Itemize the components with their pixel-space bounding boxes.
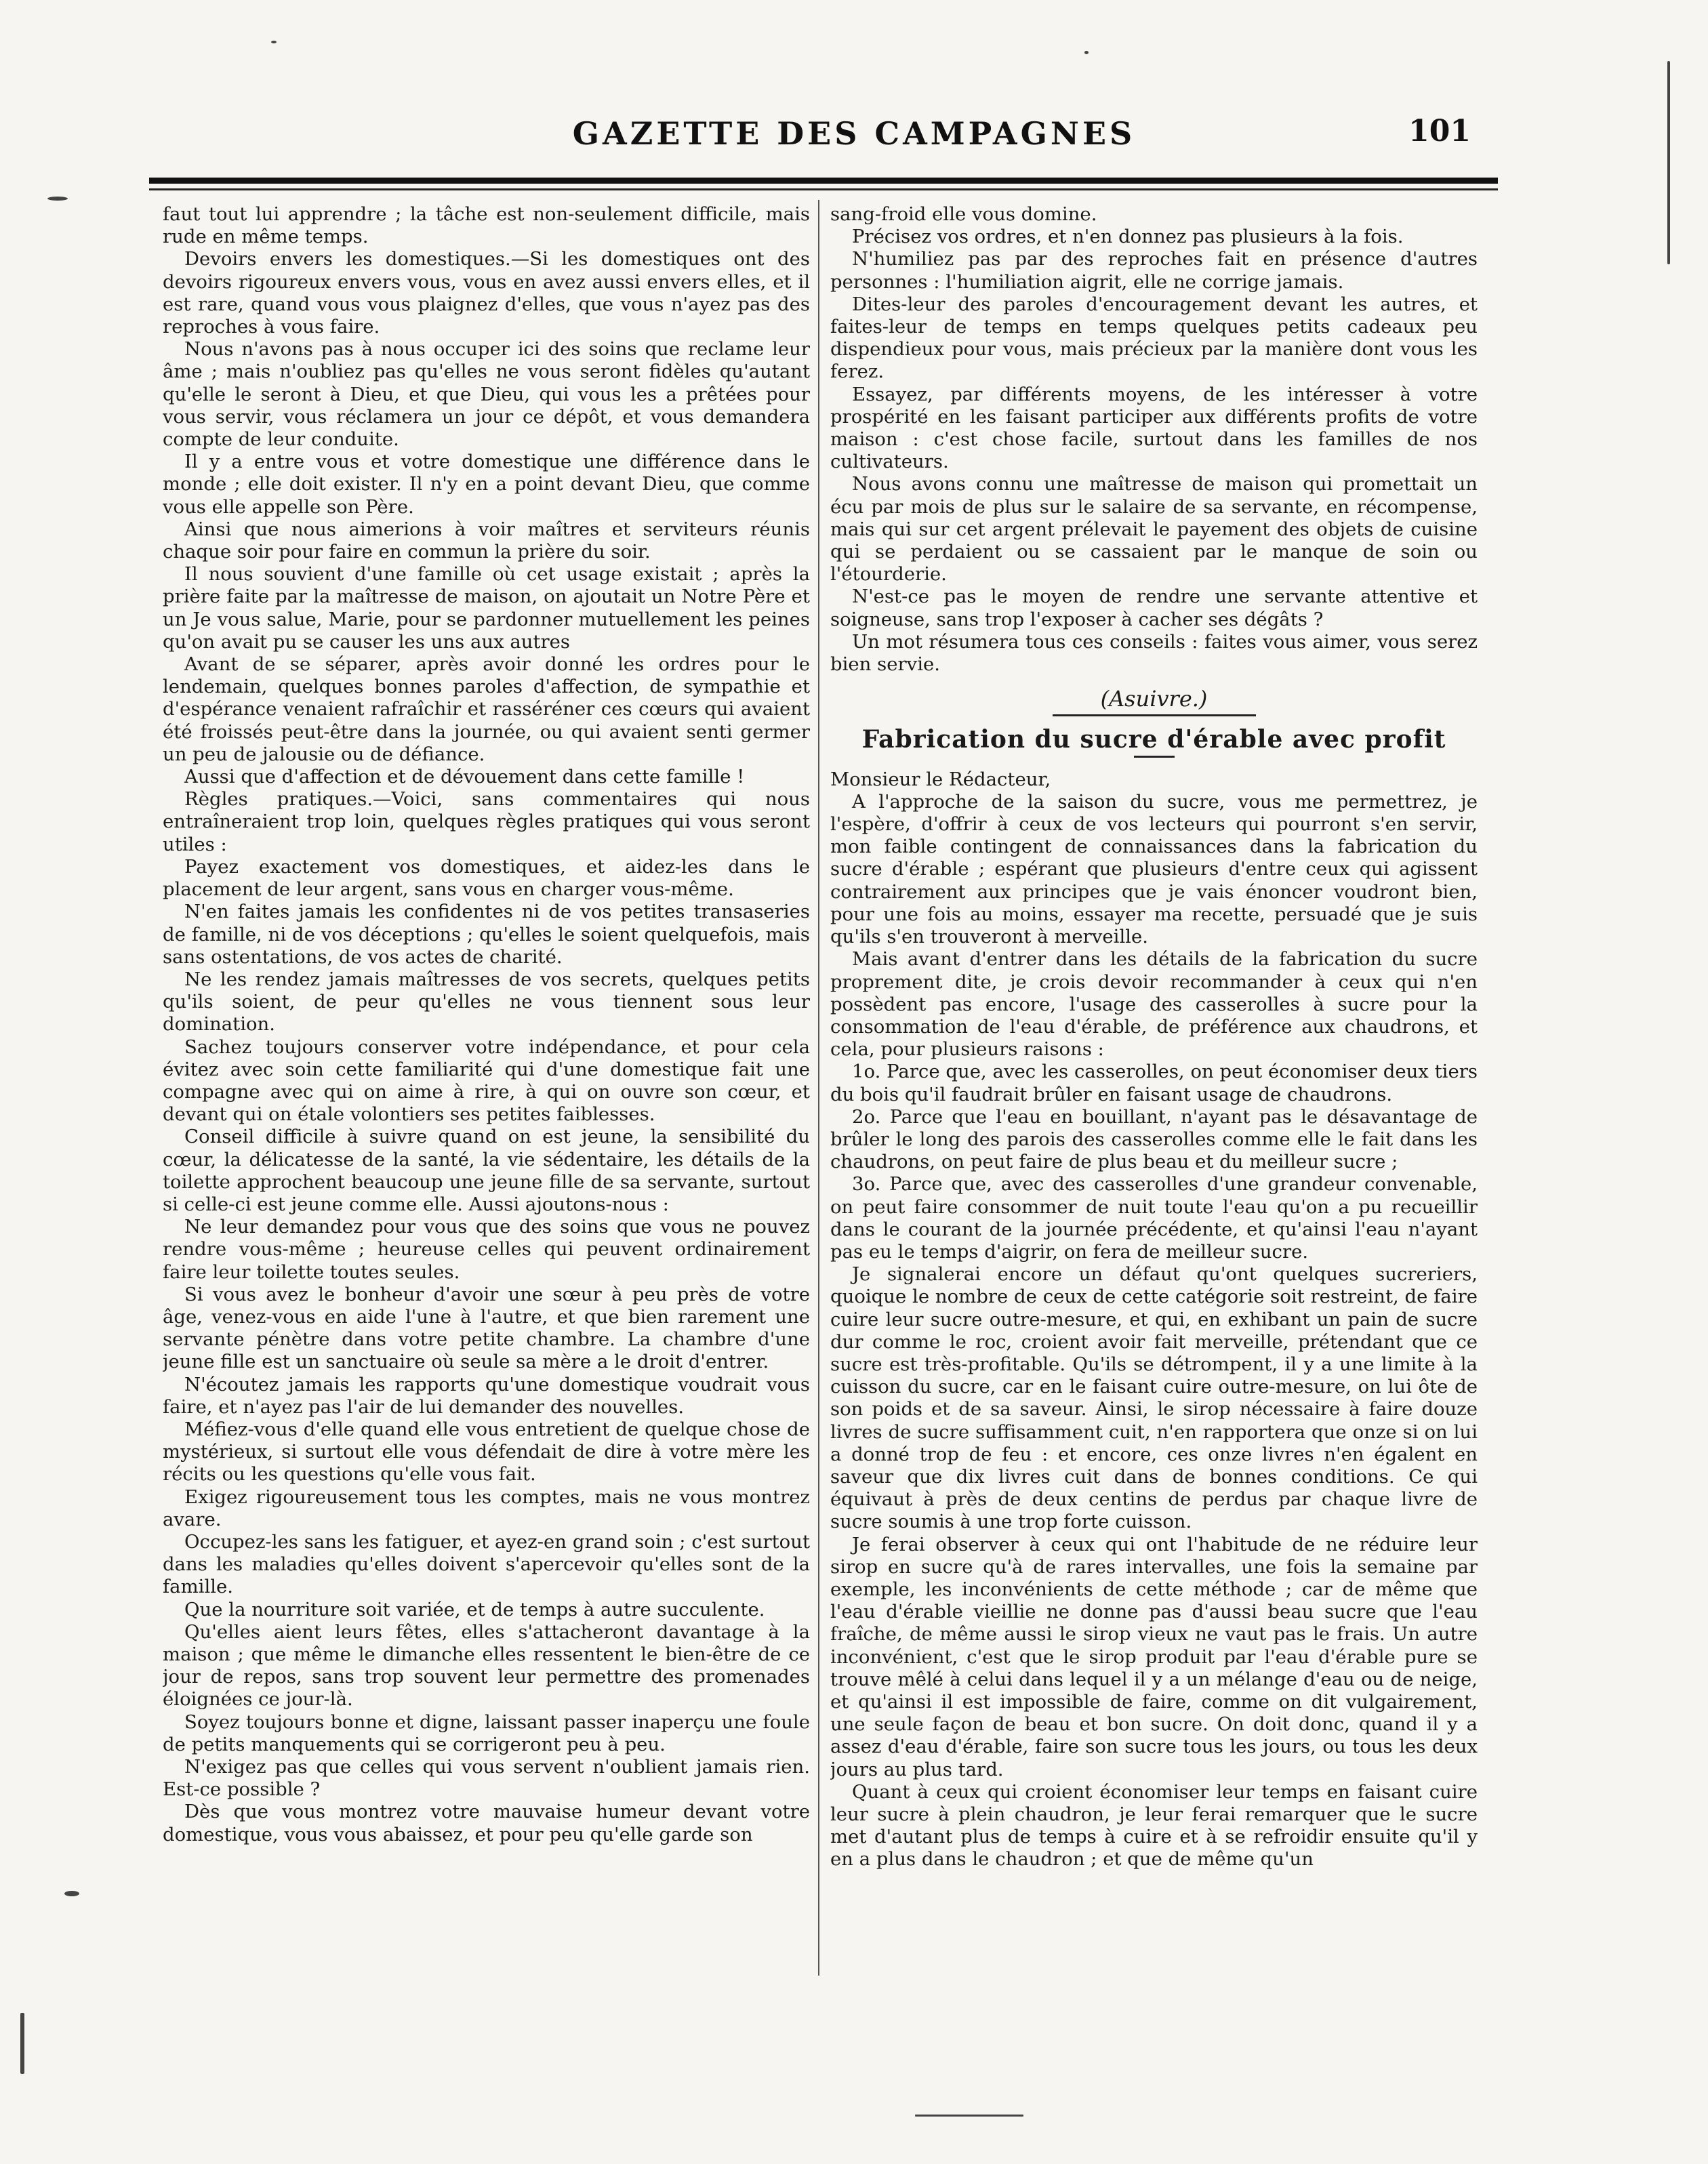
paragraph: Si vous avez le bonheur d'avoir une sœur à peu près de votre âge, venez-vous en aide l'une à l'autre, et que bien rarement une servante pénètre dans votre petite chambre. La chambre d'une jeune fille est un sanctuaire où seule sa mère a le droit d'entrer. (163, 1283, 810, 1373)
paragraph: Nous avons connu une maîtresse de maison qui promettait un écu par mois de plus sur le salaire de sa servante, en récompense, mais qui sur cet argent prélevait le payement des objets de cuisine qui se perdaient ou se cassaient par le manque de soin ou l'étourderie. (830, 473, 1478, 586)
right-column (830, 203, 1478, 1979)
scan-speck (271, 41, 277, 43)
title-rule (1134, 756, 1175, 758)
paragraph: Sachez toujours conserver votre indépendance, et pour cela évitez avec soin cette familiarité qui d'une domestique fait une compagne avec qui on aime à rire, à qui on ouvre son cœur, et devant qui on étale volontiers ses petites faiblesses. (163, 1036, 810, 1126)
paragraph: Un mot résumera tous ces conseils : faites vous aimer, vous serez bien servie. (830, 630, 1478, 676)
scan-speck (64, 1891, 79, 1896)
paragraph: Que la nourriture soit variée, et de temps à autre succulente. (184, 1598, 765, 1620)
paragraph: Occupez-les sans les fatiguer, et ayez-en grand soin ; c'est surtout dans les maladies qu'elles doivent s'apercevoir qu'elles sont de la famille. (163, 1530, 810, 1598)
header-rule-thick (149, 178, 1498, 184)
scan-speck (20, 2013, 24, 2074)
paragraph: faut tout lui apprendre ; la tâche est non-seulement difficile, mais rude en même temps. (163, 203, 810, 248)
paragraph: Nous n'avons pas à nous occuper ici des soins que reclame leur âme ; mais n'oubliez pas qu'elles ne vous seront fidèles qu'autant qu'elle le seront à Dieu, et que Dieu, qui vous les a prêtées pour vous servir, vous réclamera un jour ce dépôt, et vous demandera compte de leur conduite. (163, 338, 810, 451)
salutation: Monsieur le Rédacteur, (830, 768, 1051, 790)
paragraph: N'est-ce pas le moyen de rendre une servante attentive et soigneuse, sans trop l'exposer à cacher ses dégâts ? (830, 586, 1478, 630)
paragraph: Exigez rigoureusement tous les comptes, mais ne vous montrez avare. (163, 1486, 810, 1530)
paragraph: Il y a entre vous et votre domestique une différence dans le monde ; elle doit exister. Il n'y en a point devant Dieu, que comme vous elle appelle son Père. (163, 451, 810, 518)
paragraph: Dès que vous montrez votre mauvaise humeur devant votre domestique, vous vous abaissez, et pour peu qu'elle garde son (163, 1801, 810, 1845)
paragraph: Dites-leur des paroles d'encouragement devant les autres, et faites-leur de temps en temps quelques petits cadeaux peu dispendieux pour vous, mais précieux par la manière dont vous les ferez. (830, 293, 1478, 383)
paragraph: Avant de se séparer, après avoir donné les ordres pour le lendemain, quelques bonnes paroles d'affection, de sympathie et d'espérance venaient rafraîchir et rasséréner ces cœurs qui avaient été froissés peut-être dans la journée, ou qui avaient senti germer un peu de jalousie ou de défiance. (163, 653, 810, 765)
paragraph: Essayez, par différents moyens, de les intéresser à votre prospérité en les faisant participer aux différents profits de votre maison : c'est chose facile, surtout dans les familles de nos cultivateurs. (830, 383, 1478, 473)
page-number: 101 (1408, 114, 1471, 148)
paragraph: 2o. Parce que l'eau en bouillant, n'ayant pas le désavantage de brûler le long des parois des casserolles comme elle le fait dans les chaudrons, on peut faire de plus beau et du meilleur sucre ; (830, 1105, 1478, 1173)
paragraph: Qu'elles aient leurs fêtes, elles s'attacheront davantage à la maison ; que même le dimanche elles ressentent le bien-être de ce jour de repos, sans trop souvent leur permettre des promenades éloignées ce jour-là. (163, 1620, 810, 1711)
scan-speck (1667, 61, 1670, 264)
scan-speck (47, 197, 68, 201)
paragraph: Conseil difficile à suivre quand on est jeune, la sensibilité du cœur, la délicatesse de la santé, la vie sédentaire, les détails de la toilette approchent beaucoup une jeune fille de sa servante, surtout si celle-ci est jeune comme elle. Aussi ajoutons-nous : (163, 1126, 810, 1215)
paragraph: Je signalerai encore un défaut qu'ont quelques sucreriers, quoique le nombre de ceux de cette catégorie soit restreint, de faire cuire leur sucre outre-mesure, et qui, en exhibant un pain de sucre dur comme le roc, croient avoir fait merveille, prétendant que ce sucre est très-profitable. Qu'ils se détrompent, il y a une limite à la cuisson du sucre, car en le faisant cuire outre-mesure, on lui ôte de son poids et de sa saveur. Ainsi, le sirop nécessaire à faire douze livres de sucre suffisamment cuit, n'en rapportera que onze si on lui a donné trop de feu : et encore, ces onze livres n'en égalent en saveur que dix livres cuit dans de bonnes conditions. Ce qui équivaut à près de deux centins de perdus par chaque livre de sucre soumis à une trop forte cuisson. (830, 1263, 1478, 1533)
paragraph: Ne les rendez jamais maîtresses de vos secrets, quelques petits qu'ils soient, de peur qu'elles ne vous tiennent sous leur domination. (163, 968, 810, 1036)
paragraph: 3o. Parce que, avec des casserolles d'une grandeur convenable, on peut faire consommer de nuit toute l'eau qu'on a pu recueillir dans le courant de la journée précédente, et qu'ainsi l'eau n'ayant pas eu le temps d'aigrir, on fera de meilleur sucre. (830, 1173, 1478, 1263)
paragraph: Il nous souvient d'une famille où cet usage existait ; après la prière faite par la maîtresse de maison, on ajoutait un Notre Père et un Je vous salue, Marie, pour se pardonner mutuellement les peines qu'on avait pu se causer les uns aux autres (163, 563, 810, 653)
paragraph: Ainsi que nous aimerions à voir maîtres et serviteurs réunis chaque soir pour faire en commun la prière du soir. (163, 518, 810, 563)
paragraph: Ne leur demandez pour vous que des soins que vous ne pouvez rendre vous-même ; heureuse celles qui peuvent ordinairement faire leur toilette toutes seules. (163, 1216, 810, 1283)
masthead-title: GAZETTE DES CAMPAGNES (572, 115, 1136, 152)
paragraph: Méfiez-vous d'elle quand elle vous entretient de quelque chose de mystérieux, si surtout elle vous défendait de dire à votre mère les récits ou les questions qu'elle vous fait. (163, 1418, 810, 1486)
scan-speck (1084, 51, 1089, 54)
continued-label: (Asuivre.) (1100, 686, 1208, 712)
column-divider (818, 200, 819, 1976)
paragraph: Soyez toujours bonne et digne, laissant passer inaperçu une foule de petits manquements qui se corrigeront peu à peu. (163, 1711, 810, 1755)
paragraph: 1o. Parce que, avec les casserolles, on peut économiser deux tiers du bois qu'il faudrait brûler en faisant usage de chaudrons. (830, 1061, 1478, 1105)
header-rule-thin (149, 188, 1498, 190)
page-header (0, 88, 1708, 163)
paragraph: Je ferai observer à ceux qui ont l'habitude de ne réduire leur sirop en sucre qu'à de rares intervalles, une fois la semaine par exemple, les inconvénients de cette méthode ; car de même que l'eau d'érable vieillie ne donne pas d'aussi beau sucre que l'eau fraîche, de même aussi le sirop vieux ne vaut pas le frais. Un autre inconvénient, c'est que le sirop produit par l'eau d'érable pure se trouve mêlé à celui dans lequel il y a un mélange d'eau ou de neige, et qu'ainsi il est impossible de faire, comme on dit vulgairement, une seule façon de beau et bon sucre. On doit donc, quand il y a assez d'eau d'érable, faire son sucre tous les jours, ou tous les deux jours au plus tard. (830, 1533, 1478, 1780)
paragraph: Devoirs envers les domestiques.—Si les domestiques ont des devoirs rigoureux envers vous, vous en avez aussi envers elles, et il est rare, quand vous vous plaignez d'elles, que vous n'ayez pas des reproches à vous faire. (163, 248, 810, 338)
scan-speck (915, 2115, 1023, 2117)
paragraph: Aussi que d'affection et de dévouement dans cette famille ! (184, 766, 745, 788)
paragraph: N'en faites jamais les confidentes ni de vos petites transaseries de famille, ni de vos déceptions ; qu'elles le soient quelquefois, mais sans ostentations, de vos actes de charité. (163, 901, 810, 968)
paragraph: Précisez vos ordres, et n'en donnez pas plusieurs à la fois. (852, 226, 1404, 248)
paragraph: Payez exactement vos domestiques, et aidez-les dans le placement de leur argent, sans vous en charger vous-même. (163, 855, 810, 901)
left-column (163, 203, 810, 1979)
paragraph: N'écoutez jamais les rapports qu'une domestique voudrait vous faire, et n'ayez pas l'air de lui demander des nouvelles. (163, 1373, 810, 1418)
article-title: Fabrication du sucre d'érable avec profit (861, 725, 1446, 754)
paragraph: A l'approche de la saison du sucre, vous me permettrez, je l'espère, d'offrir à ceux de vos lecteurs qui pourront s'en servir, mon faible contingent de connaissances dans la fabrication du sucre d'érable ; espérant que plusieurs d'entre ceux qui agissent contrairement aux principes que je vais énoncer voudront bien, pour une fois au moins, essayer ma recette, persuadé que je suis qu'ils s'en trouveront à merveille. (830, 790, 1478, 948)
paragraph: N'humiliez pas par des reproches fait en présence d'autres personnes : l'humiliation aigrit, elle ne corrige jamais. (830, 248, 1478, 293)
paragraph: Quant à ceux qui croient économiser leur temps en faisant cuire leur sucre à plein chaudron, je leur ferai remarquer que le sucre met d'autant plus de temps à cuire et à se refroidir ensuite qu'il y en a plus dans le chaudron ; et que de même qu'un (830, 1780, 1478, 1871)
section-rule (1053, 714, 1256, 716)
paragraph: Règles pratiques.—Voici, sans commentaires qui nous entraîneraient trop loin, quelques règles pratiques qui vous seront utiles : (163, 788, 810, 855)
paragraph: Mais avant d'entrer dans les détails de la fabrication du sucre proprement dite, je crois devoir recommander à ceux qui n'en possèdent pas encore, l'usage des casserolles à sucre pour la consommation de l'eau d'érable, de préférence aux chaudrons, et cela, pour plusieurs raisons : (830, 948, 1478, 1061)
paragraph: N'exigez pas que celles qui vous servent n'oublient jamais rien. Est-ce possible ? (163, 1756, 810, 1801)
paragraph: sang-froid elle vous domine. (830, 203, 1097, 225)
